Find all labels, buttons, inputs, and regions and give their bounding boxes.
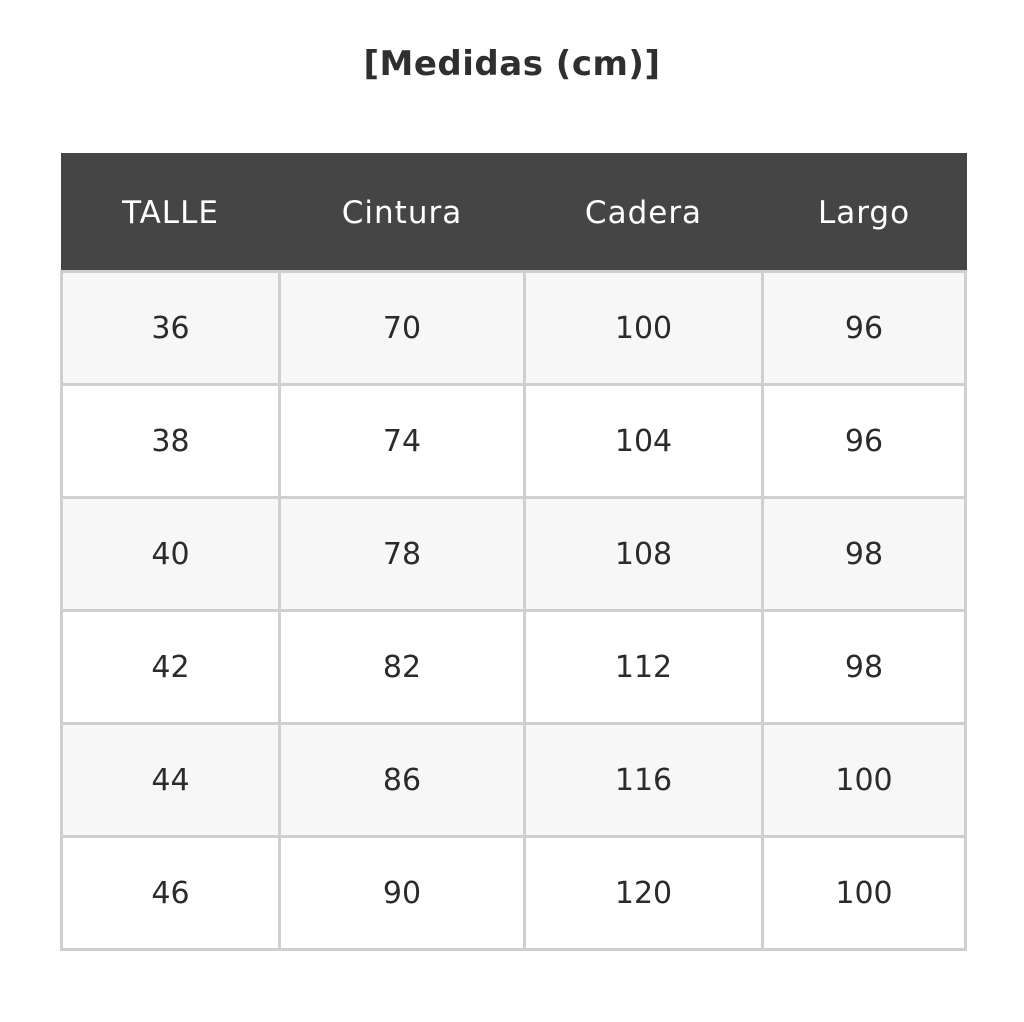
cell-cadera: 104: [525, 385, 763, 498]
cell-cadera: 120: [525, 837, 763, 950]
size-chart-table: [60, 153, 967, 951]
table-header: [62, 154, 966, 272]
cell-largo: 98: [763, 498, 966, 611]
header-cadera: Cadera: [525, 154, 763, 272]
table-row: [62, 385, 966, 498]
cell-talle: 40: [62, 498, 280, 611]
table-row: [62, 837, 966, 950]
header-talle: TALLE: [62, 154, 280, 272]
cell-cadera: 108: [525, 498, 763, 611]
header-row: [62, 154, 966, 272]
cell-cintura: 82: [280, 611, 525, 724]
table-row: [62, 498, 966, 611]
table-row: [62, 724, 966, 837]
cell-largo: 98: [763, 611, 966, 724]
cell-largo: 96: [763, 272, 966, 385]
cell-cintura: 70: [280, 272, 525, 385]
table-row: [62, 272, 966, 385]
cell-cadera: 112: [525, 611, 763, 724]
table-body: [62, 272, 966, 950]
cell-talle: 38: [62, 385, 280, 498]
cell-cintura: 90: [280, 837, 525, 950]
table-row: [62, 611, 966, 724]
cell-talle: 46: [62, 837, 280, 950]
cell-cintura: 86: [280, 724, 525, 837]
header-largo: Largo: [763, 154, 966, 272]
cell-cintura: 74: [280, 385, 525, 498]
cell-cintura: 78: [280, 498, 525, 611]
header-cintura: Cintura: [280, 154, 525, 272]
cell-talle: 36: [62, 272, 280, 385]
cell-cadera: 116: [525, 724, 763, 837]
cell-largo: 96: [763, 385, 966, 498]
cell-talle: 44: [62, 724, 280, 837]
cell-cadera: 100: [525, 272, 763, 385]
page-title: [Medidas (cm)]: [363, 44, 661, 84]
cell-largo: 100: [763, 837, 966, 950]
cell-talle: 42: [62, 611, 280, 724]
cell-largo: 100: [763, 724, 966, 837]
